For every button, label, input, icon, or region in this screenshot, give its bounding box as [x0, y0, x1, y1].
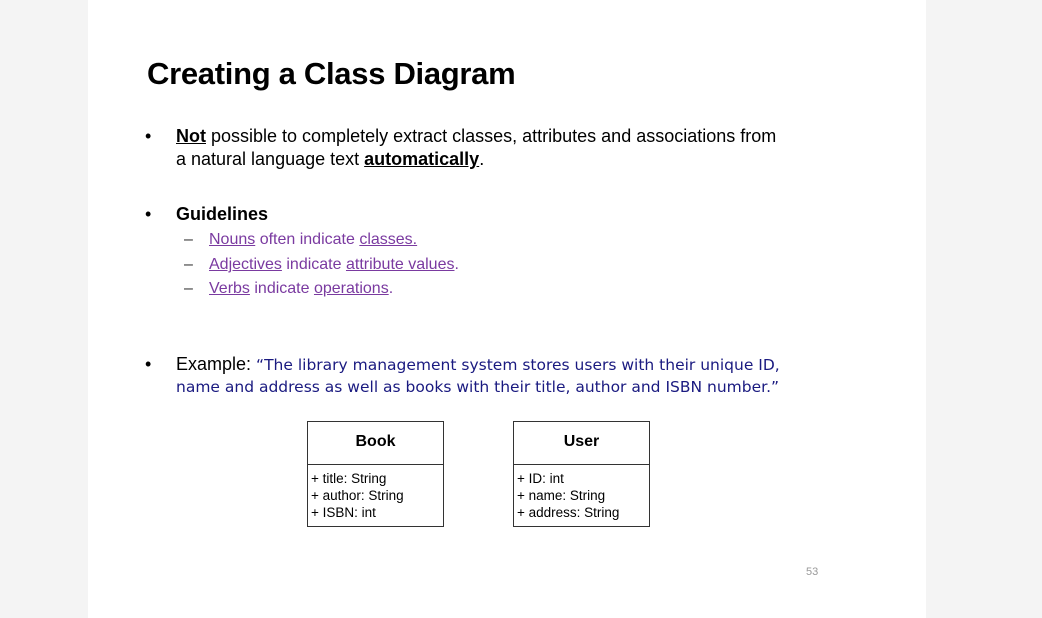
class-box-user [513, 421, 650, 527]
bullet-marker: • [145, 126, 152, 146]
slide-title: Creating a Class Diagram [147, 56, 516, 91]
dash-marker: – [184, 256, 193, 273]
guideline-text: indicate [249, 280, 314, 297]
guideline-end: . [388, 280, 394, 297]
guideline-text: often indicate [255, 231, 360, 248]
link-nouns[interactable]: Nouns [209, 231, 256, 248]
link-operations[interactable]: operations [313, 280, 389, 297]
emphasis-automatically: automatically [364, 149, 480, 169]
bullet-not-possible-line1 [176, 125, 776, 148]
class-attribute: + title: String [311, 471, 387, 486]
class-name-user: User [514, 422, 649, 465]
link-attribute-values[interactable]: attribute values [345, 256, 455, 273]
link-verbs[interactable]: Verbs [209, 280, 250, 297]
emphasis-not: Not [176, 126, 206, 146]
class-attribute: + name: String [517, 488, 606, 503]
class-name-book: Book [308, 422, 443, 465]
guideline-text: indicate [281, 256, 346, 273]
guideline-end: . [454, 256, 459, 273]
class-attribute: + ID: int [517, 471, 564, 486]
link-adjectives[interactable]: Adjectives [209, 256, 282, 273]
class-attribute: + author: String [311, 488, 404, 503]
bullet-text: possible to completely extract classes, attributes and associations from [206, 126, 777, 146]
guideline-item-adjectives [184, 255, 459, 275]
dash-marker: – [184, 280, 193, 297]
bullet-marker: • [145, 204, 152, 224]
page-number: 53 [806, 566, 819, 578]
guideline-item-nouns [184, 230, 417, 250]
guidelines-heading: Guidelines [176, 204, 269, 224]
link-classes[interactable]: classes. [359, 231, 418, 248]
bullet-text: a natural language text [176, 149, 365, 169]
bullet-not-possible-line2 [176, 148, 484, 171]
example-quote-line1: “The library management system stores users with their unique ID, [256, 356, 780, 374]
bullet-marker: • [145, 354, 152, 374]
class-attribute: + address: String [517, 505, 620, 520]
bullet-text: . [479, 149, 485, 169]
example-label: Example: [176, 354, 257, 374]
example-quote-line2: name and address as well as books with their title, author and ISBN number.” [176, 378, 780, 396]
class-box-book [307, 421, 444, 527]
class-attributes-book [308, 465, 443, 521]
example-line1 [176, 353, 780, 377]
class-attribute: + ISBN: int [311, 505, 376, 520]
guideline-item-verbs [184, 279, 393, 299]
dash-marker: – [184, 231, 193, 248]
class-attributes-user [514, 465, 649, 521]
slide [88, 0, 926, 618]
